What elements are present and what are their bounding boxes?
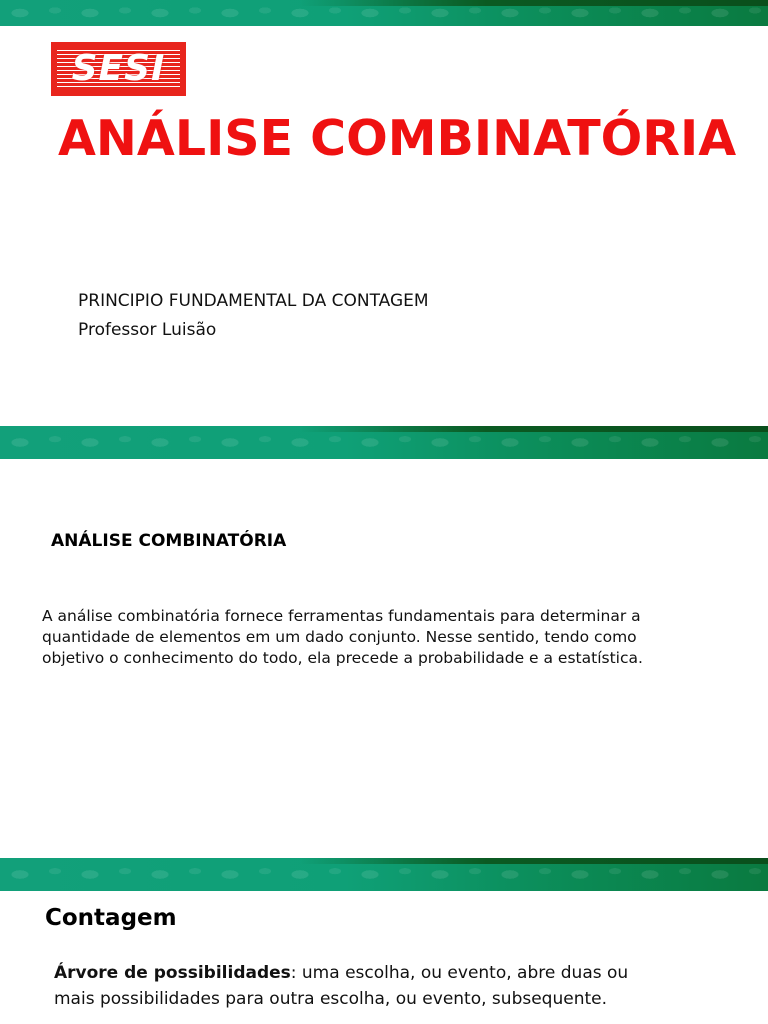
term-label: Árvore de possibilidades [54,963,291,983]
sesi-logo: SESI [51,42,186,96]
decorative-band-bottom [0,858,768,891]
author-name: Professor Luisão [78,320,217,340]
section-paragraph: A análise combinatória fornece ferramentas fundamentais para determinar a quantidade de elementos em um dado conjunto. Nesse sentido, tendo como objetivo o conhecimento do todo, ela precede a probabilidade e a estatística. [42,607,643,667]
contagem-heading: Contagem [45,905,177,931]
section-heading: ANÁLISE COMBINATÓRIA [51,531,287,551]
slide-subtitle: PRINCIPIO FUNDAMENTAL DA CONTAGEM [78,291,429,311]
term-definition: : uma escolha, ou evento, abre duas ou mais possibilidades para outra escolha, ou evento, subsequente. [54,963,629,1009]
decorative-band-middle [0,426,768,459]
slide-title: ANÁLISE COMBINATÓRIA [58,110,737,167]
contagem-paragraph [54,960,664,1012]
decorative-band-top [0,0,768,26]
